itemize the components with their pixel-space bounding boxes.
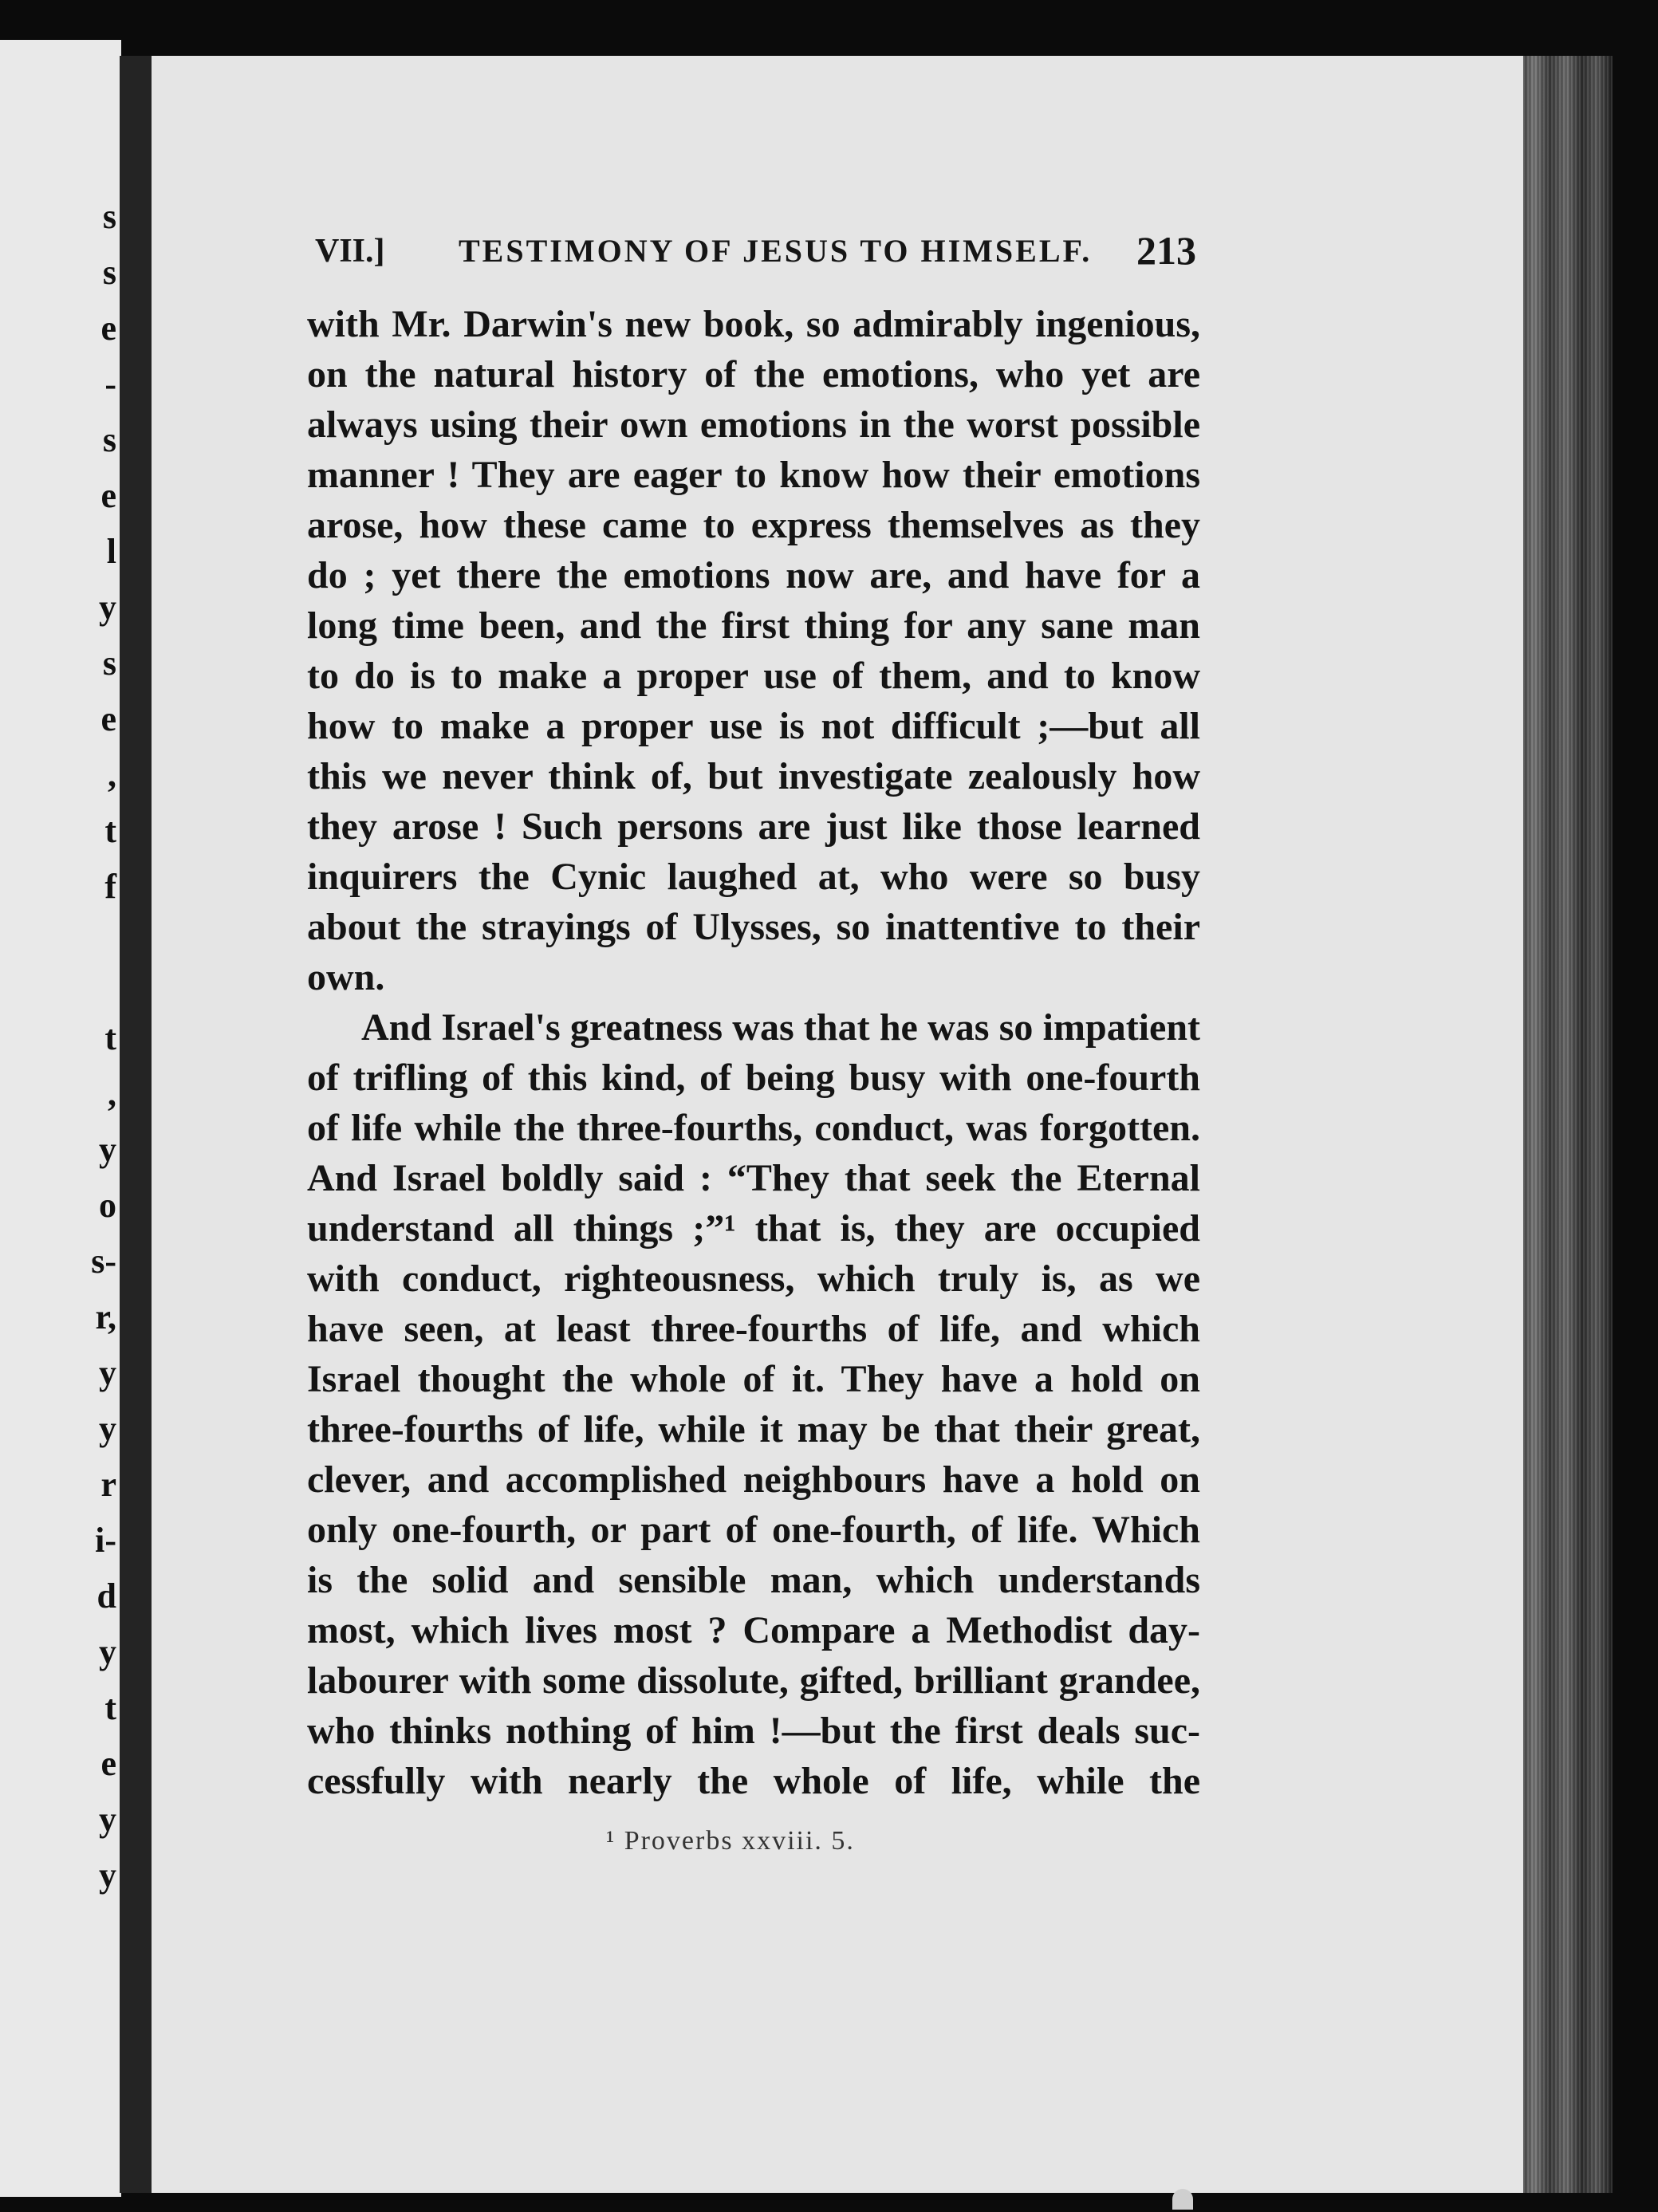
text-line: labourer with some dissolute, gifted, brilliant grandee,: [307, 1659, 1200, 1702]
running-title: TESTIMONY OF JESUS TO HIMSELF.: [459, 233, 1093, 269]
fragment: s: [102, 644, 116, 683]
fragment: f: [104, 867, 116, 906]
text-line: with conduct, righteousness, which truly is, as we: [307, 1258, 1200, 1300]
text-line: most, which lives most ? Compare a Methodist day-: [307, 1609, 1200, 1651]
fragment: r,: [95, 1297, 116, 1336]
scan-artifact: [1172, 2189, 1193, 2210]
text-line: who thinks nothing of him !—but the first deals suc-: [307, 1710, 1200, 1752]
text-line: Israel thought the whole of it. They have a hold on: [307, 1358, 1200, 1400]
fragment: i-: [95, 1521, 116, 1560]
text-line: understand all things ;”¹ that is, they are occupied: [307, 1207, 1200, 1250]
text-line: arose, how these came to express themselves as they: [307, 504, 1200, 546]
fragment: s-: [91, 1242, 116, 1281]
text-line: inquirers the Cynic laughed at, who were so busy: [307, 856, 1200, 898]
text-line: to do is to make a proper use of them, and to know: [307, 655, 1200, 697]
footnote: ¹ Proverbs xxviii. 5.: [606, 1826, 855, 1856]
fragment: y: [99, 1800, 116, 1839]
fragment: ,: [108, 1074, 116, 1113]
fragment: t: [104, 811, 116, 850]
text-line: with Mr. Darwin's new book, so admirably ingenious,: [307, 303, 1200, 345]
fragment: d: [96, 1576, 116, 1616]
fragment: o: [99, 1186, 116, 1225]
text-line: And Israel's greatness was that he was so impatient: [361, 1006, 1200, 1049]
running-head: [315, 227, 1196, 275]
text-line: clever, and accomplished neighbours have a hold on: [307, 1458, 1200, 1501]
fragment: y: [99, 1856, 116, 1895]
fragment: y: [99, 588, 116, 627]
chapter-number: VII.]: [315, 233, 385, 270]
fragment: s: [102, 253, 116, 292]
text-line: this we never think of, but investigate zealously how: [307, 755, 1200, 797]
text-line: three-fourths of life, while it may be that their great,: [307, 1408, 1200, 1450]
text-line: always using their own emotions in the worst possible: [307, 403, 1200, 446]
text-line: about the strayings of Ulysses, so inattentive to their: [307, 906, 1200, 948]
text-line: only one-fourth, or part of one-fourth, of life. Which: [307, 1509, 1200, 1551]
page-block-edge: [1523, 56, 1613, 2193]
fragment: e: [100, 1744, 116, 1783]
page-number: 213: [1136, 228, 1196, 273]
text-line: And Israel boldly said : “They that seek the Eternal: [307, 1157, 1200, 1199]
book-gutter: [120, 56, 152, 2193]
text-line: how to make a proper use is not difficult ;—but all: [307, 705, 1200, 747]
fragment: t: [104, 1018, 116, 1057]
fragment: -: [104, 364, 116, 403]
facing-page-edge: [0, 40, 121, 2197]
text-line: cessfully with nearly the whole of life, while the: [307, 1760, 1200, 1802]
text-line: of trifling of this kind, of being busy with one-fourth: [307, 1057, 1200, 1099]
text-line: they arose ! Such persons are just like those learned: [307, 805, 1200, 848]
text-line: have seen, at least three-fourths of life, and which: [307, 1308, 1200, 1350]
fragment: y: [99, 1130, 116, 1169]
text-line: is the solid and sensible man, which understands: [307, 1559, 1200, 1601]
fragment: ,: [108, 755, 116, 794]
text-line: own.: [307, 956, 385, 998]
text-line: manner ! They are eager to know how their emotions: [307, 454, 1200, 496]
facing-page-text-fragments: [88, 40, 120, 2197]
fragment: s: [102, 420, 116, 459]
fragment: e: [100, 309, 116, 348]
fragment: r: [100, 1465, 116, 1504]
fragment: y: [99, 1632, 116, 1671]
fragment: s: [102, 197, 116, 236]
text-line: do ; yet there the emotions now are, and have for a: [307, 554, 1200, 596]
fragment: e: [100, 476, 116, 515]
text-line: on the natural history of the emotions, who yet are: [307, 353, 1200, 396]
text-line: of life while the three-fourths, conduct, was forgotten.: [307, 1107, 1200, 1149]
fragment: e: [100, 699, 116, 738]
body-text: [307, 299, 1200, 1806]
fragment: l: [106, 532, 116, 571]
fragment: y: [99, 1353, 116, 1392]
text-line: long time been, and the first thing for any sane man: [307, 604, 1200, 647]
fragment: t: [104, 1688, 116, 1727]
fragment: y: [99, 1409, 116, 1448]
